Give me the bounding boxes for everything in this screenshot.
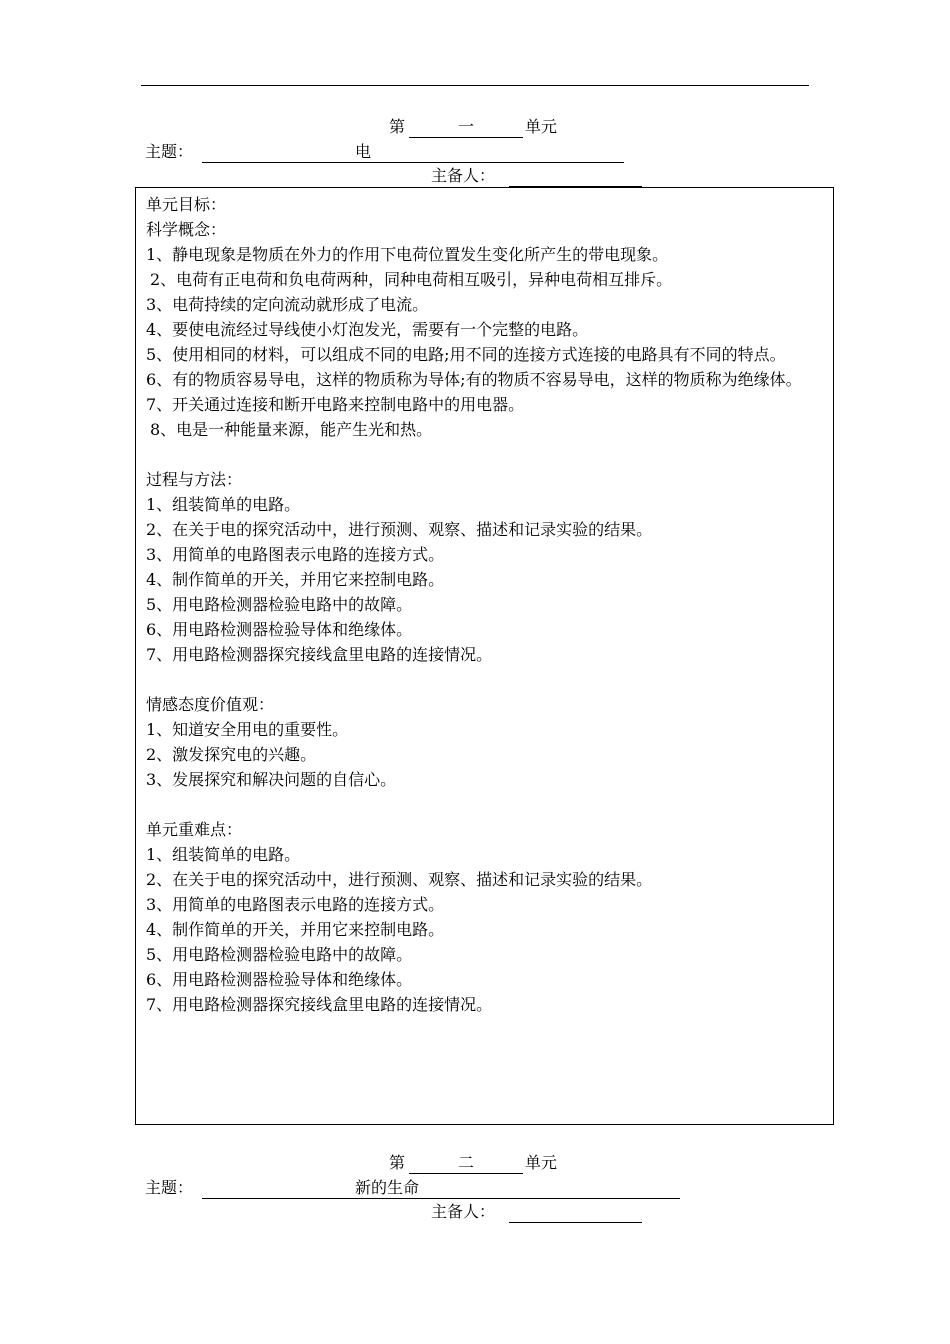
header-rule: [141, 85, 809, 86]
spacer: [146, 667, 825, 692]
attitude-item: 3、发展探究和解决问题的自信心。: [146, 770, 397, 789]
key-points-heading: 单元重难点：: [146, 820, 243, 839]
objectives-heading: 单元目标：: [146, 195, 227, 214]
spacer: [146, 792, 825, 817]
unit2-preparer-line: [431, 1200, 651, 1224]
unit2-theme-label: 主题：: [145, 1178, 194, 1197]
key-point-item: 7、用电路检测器探究接线盒里电路的连接情况。: [146, 995, 493, 1014]
unit2-theme-value: 新的生命: [355, 1178, 420, 1197]
unit1-theme-label: 主题：: [145, 142, 194, 161]
science-item: 6、有的物质容易导电，这样的物质称为导体;有的物质不容易导电，这样的物质称为绝缘体。: [146, 370, 802, 389]
unit1-preparer-line: [431, 164, 651, 188]
unit2-preparer-blank: [509, 1200, 642, 1223]
science-item: 1、静电现象是物质在外力的作用下电荷位置发生变化所产生的带电现象。: [146, 245, 669, 264]
unit2-title-line: [0, 1151, 950, 1175]
attitude-heading: 情感态度价值观：: [146, 695, 275, 714]
key-point-item: 3、用简单的电路图表示电路的连接方式。: [146, 895, 445, 914]
process-item: 4、制作简单的开关，并用它来控制电路。: [146, 570, 445, 589]
process-item: 7、用电路检测器探究接线盒里电路的连接情况。: [146, 645, 493, 664]
key-point-item: 2、在关于电的探究活动中，进行预测、观察、描述和记录实验的结果。: [146, 870, 653, 889]
process-item: 2、在关于电的探究活动中，进行预测、观察、描述和记录实验的结果。: [146, 520, 653, 539]
unit2-suffix: 单元: [525, 1153, 558, 1172]
science-item: 2、电荷有正电荷和负电荷两种，同种电荷相互吸引，异种电荷相互排斥。: [150, 270, 673, 289]
key-point-item: 5、用电路检测器检验电路中的故障。: [146, 945, 413, 964]
unit2-preparer-label: 主备人：: [431, 1202, 496, 1221]
key-point-item: 6、用电路检测器检验导体和绝缘体。: [146, 970, 413, 989]
science-item: 8、电是一种能量来源，能产生光和热。: [150, 420, 433, 439]
unit1-title-line: [0, 115, 950, 139]
unit2-theme-line: [145, 1176, 685, 1200]
unit1-theme-blank: [202, 140, 624, 163]
unit1-preparer-label: 主备人：: [431, 166, 496, 185]
unit1-objectives-box: [135, 187, 834, 1125]
process-heading: 过程与方法：: [146, 470, 243, 489]
unit2-theme-blank: [202, 1176, 680, 1199]
science-item: 7、开关通过连接和断开电路来控制电路中的用电器。: [146, 395, 525, 414]
science-item: 5、使用相同的材料，可以组成不同的电路;用不同的连接方式连接的电路具有不同的特点。: [146, 345, 786, 364]
key-point-item: 1、组装简单的电路。: [146, 845, 301, 864]
unit1-theme-line: [145, 140, 625, 164]
spacer: [146, 442, 825, 467]
unit1-theme-value: 电: [355, 142, 372, 161]
attitude-item: 2、激发探究电的兴趣。: [146, 745, 317, 764]
attitude-item: 1、知道安全用电的重要性。: [146, 720, 349, 739]
science-heading: 科学概念：: [146, 220, 227, 239]
science-item: 4、要使电流经过导线使小灯泡发光，需要有一个完整的电路。: [146, 320, 589, 339]
unit1-prefix: 第: [389, 117, 406, 136]
unit2-prefix: 第: [389, 1153, 406, 1172]
unit1-number: 一: [409, 115, 523, 138]
process-item: 6、用电路检测器检验导体和绝缘体。: [146, 620, 413, 639]
process-item: 3、用简单的电路图表示电路的连接方式。: [146, 545, 445, 564]
science-item: 3、电荷持续的定向流动就形成了电流。: [146, 295, 429, 314]
unit1-suffix: 单元: [525, 117, 558, 136]
key-point-item: 4、制作简单的开关，并用它来控制电路。: [146, 920, 445, 939]
unit1-preparer-blank: [509, 164, 642, 187]
process-item: 1、组装简单的电路。: [146, 495, 301, 514]
process-item: 5、用电路检测器检验电路中的故障。: [146, 595, 413, 614]
unit2-number: 二: [409, 1151, 523, 1174]
